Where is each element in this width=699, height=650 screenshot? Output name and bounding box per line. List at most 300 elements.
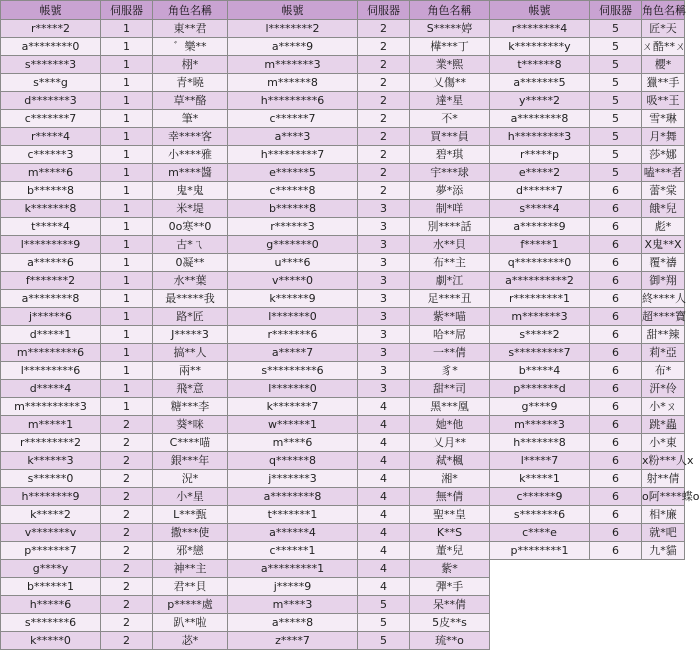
- character-name-cell: 月*舞: [642, 128, 685, 146]
- server-cell: 2: [101, 524, 153, 542]
- character-name-cell: [642, 596, 685, 614]
- server-cell: 1: [101, 326, 153, 344]
- server-cell: [590, 632, 642, 650]
- account-cell: a*******9: [490, 218, 590, 236]
- account-cell: h*********6: [228, 92, 358, 110]
- server-cell: 2: [101, 578, 153, 596]
- table-row: [1, 398, 685, 416]
- account-cell: p*******d: [490, 380, 590, 398]
- table-row: [1, 128, 685, 146]
- character-name-cell: X鬼**X: [642, 236, 685, 254]
- table-row: [1, 434, 685, 452]
- character-name-cell: 琉**o: [410, 632, 490, 650]
- character-name-cell: 神**主: [153, 560, 228, 578]
- character-name-cell: 業*熙: [410, 56, 490, 74]
- account-cell: s*******6: [490, 506, 590, 524]
- character-name-cell: 哈**屌: [410, 326, 490, 344]
- server-cell: 3: [358, 326, 410, 344]
- column-header: 角色名稱: [642, 1, 685, 20]
- server-cell: 6: [590, 380, 642, 398]
- account-cell: g****y: [1, 560, 101, 578]
- account-cell: c******3: [1, 146, 101, 164]
- character-name-cell: 甜**辣: [642, 326, 685, 344]
- account-cell: [490, 614, 590, 632]
- account-cell: s****g: [1, 74, 101, 92]
- server-cell: 1: [101, 182, 153, 200]
- character-name-cell: 相*廉: [642, 506, 685, 524]
- server-cell: 1: [101, 344, 153, 362]
- account-cell: a**********2: [490, 272, 590, 290]
- account-cell: m****6: [228, 434, 358, 452]
- account-cell: r*********2: [1, 434, 101, 452]
- character-name-cell: 彈*手: [410, 578, 490, 596]
- account-cell: v*******v: [1, 524, 101, 542]
- table-row: [1, 488, 685, 506]
- character-name-cell: 乂月**: [410, 434, 490, 452]
- server-cell: 5: [358, 596, 410, 614]
- character-name-cell: 夢*添: [410, 182, 490, 200]
- character-name-cell: 布*: [642, 362, 685, 380]
- character-name-cell: 苾*: [153, 632, 228, 650]
- server-cell: 5: [358, 614, 410, 632]
- account-cell: a*******5: [490, 74, 590, 92]
- server-cell: [590, 596, 642, 614]
- table-row: [1, 578, 685, 596]
- character-name-cell: 水**葉: [153, 272, 228, 290]
- account-cell: h********9: [1, 488, 101, 506]
- server-cell: 6: [590, 254, 642, 272]
- account-cell: k*********y: [490, 38, 590, 56]
- server-cell: 6: [590, 218, 642, 236]
- table-row: [1, 614, 685, 632]
- character-name-cell: 就*吧: [642, 524, 685, 542]
- account-cell: a******4: [228, 524, 358, 542]
- server-cell: 3: [358, 218, 410, 236]
- character-name-cell: 0凝**: [153, 254, 228, 272]
- account-cell: c******9: [490, 488, 590, 506]
- account-cell: v*****0: [228, 272, 358, 290]
- account-cell: r*****p: [490, 146, 590, 164]
- account-cell: c******7: [228, 110, 358, 128]
- character-name-cell: 邪*戀: [153, 542, 228, 560]
- table-row: [1, 200, 685, 218]
- server-cell: 2: [101, 470, 153, 488]
- character-name-cell: 匠*天: [642, 20, 685, 38]
- account-cell: k*****2: [1, 506, 101, 524]
- server-cell: 5: [590, 146, 642, 164]
- character-name-cell: 無*倩: [410, 488, 490, 506]
- character-name-cell: 米*堤: [153, 200, 228, 218]
- account-cell: b******1: [1, 578, 101, 596]
- server-cell: 1: [101, 56, 153, 74]
- account-cell: c******1: [228, 542, 358, 560]
- column-header: 伺服器: [358, 1, 410, 20]
- account-cell: h*********7: [228, 146, 358, 164]
- table-row: [1, 344, 685, 362]
- account-cell: a********8: [228, 488, 358, 506]
- account-cell: m*********6: [1, 344, 101, 362]
- server-cell: 2: [358, 20, 410, 38]
- table-row: [1, 182, 685, 200]
- character-name-cell: 買***員: [410, 128, 490, 146]
- character-name-cell: 布**主: [410, 254, 490, 272]
- account-cell: k*******7: [228, 398, 358, 416]
- account-cell: q*********0: [490, 254, 590, 272]
- account-cell: e******5: [228, 164, 358, 182]
- account-cell: e*****2: [490, 164, 590, 182]
- character-name-cell: 最*****我: [153, 290, 228, 308]
- table-row: [1, 308, 685, 326]
- account-cell: j******6: [1, 308, 101, 326]
- character-name-cell: 達*星: [410, 92, 490, 110]
- server-cell: 2: [101, 434, 153, 452]
- account-cell: l********2: [228, 20, 358, 38]
- server-cell: 6: [590, 542, 642, 560]
- character-name-cell: 0o寒**0: [153, 218, 228, 236]
- character-name-cell: 別****話: [410, 218, 490, 236]
- server-cell: 6: [590, 398, 642, 416]
- account-cell: m******8: [228, 74, 358, 92]
- server-cell: 1: [101, 74, 153, 92]
- character-name-cell: 黑***凰: [410, 398, 490, 416]
- account-cell: g*******0: [228, 236, 358, 254]
- server-cell: 2: [358, 56, 410, 74]
- account-cell: r*********1: [490, 290, 590, 308]
- column-header: 帳號: [228, 1, 358, 20]
- character-name-cell: [642, 632, 685, 650]
- server-cell: [590, 614, 642, 632]
- table-row: [1, 362, 685, 380]
- server-cell: 5: [590, 110, 642, 128]
- character-name-cell: 撒***使: [153, 524, 228, 542]
- table-row: [1, 560, 685, 578]
- table-row: [1, 524, 685, 542]
- character-name-cell: 小*ㄡ: [642, 398, 685, 416]
- table-row: [1, 416, 685, 434]
- table-row: [1, 254, 685, 272]
- server-cell: 4: [358, 560, 410, 578]
- server-cell: 1: [101, 308, 153, 326]
- server-cell: 5: [590, 164, 642, 182]
- account-cell: h*******8: [490, 434, 590, 452]
- account-cell: k*****1: [490, 470, 590, 488]
- character-name-cell: 射**倩: [642, 470, 685, 488]
- account-cell: d*******3: [1, 92, 101, 110]
- account-cell: k*******8: [1, 200, 101, 218]
- account-cell: l*******0: [228, 308, 358, 326]
- server-cell: 1: [101, 92, 153, 110]
- character-name-cell: m****醬: [153, 164, 228, 182]
- account-cell: m******3: [490, 416, 590, 434]
- character-name-cell: 鬼*鬼: [153, 182, 228, 200]
- character-name-cell: 超****寶: [642, 308, 685, 326]
- server-cell: 1: [101, 20, 153, 38]
- column-header: 伺服器: [101, 1, 153, 20]
- server-cell: 6: [590, 506, 642, 524]
- server-cell: 1: [101, 146, 153, 164]
- account-cell: [490, 596, 590, 614]
- account-cell: s*****2: [490, 326, 590, 344]
- character-name-cell: [642, 578, 685, 596]
- character-name-cell: [642, 614, 685, 632]
- character-name-cell: 一**倩: [410, 344, 490, 362]
- character-name-cell: 碧*琪: [410, 146, 490, 164]
- server-cell: 1: [101, 200, 153, 218]
- server-cell: 4: [358, 524, 410, 542]
- character-name-cell: 跳*蟲: [642, 416, 685, 434]
- character-name-cell: L***甄: [153, 506, 228, 524]
- account-cell: y*****2: [490, 92, 590, 110]
- account-cell: r********4: [490, 20, 590, 38]
- server-cell: 6: [590, 272, 642, 290]
- character-name-cell: 路*匠: [153, 308, 228, 326]
- server-cell: 3: [358, 290, 410, 308]
- account-cell: w******1: [228, 416, 358, 434]
- account-cell: c****e: [490, 524, 590, 542]
- account-cell: b******8: [1, 182, 101, 200]
- account-cell: [490, 560, 590, 578]
- account-cell: k*****0: [1, 632, 101, 650]
- character-name-cell: 草**酪: [153, 92, 228, 110]
- server-cell: 6: [590, 488, 642, 506]
- server-cell: [590, 560, 642, 578]
- table-row: [1, 110, 685, 128]
- account-cell: a********8: [1, 290, 101, 308]
- server-cell: 6: [590, 344, 642, 362]
- server-cell: 1: [101, 128, 153, 146]
- server-cell: 2: [101, 614, 153, 632]
- server-cell: 3: [358, 362, 410, 380]
- server-cell: 2: [358, 128, 410, 146]
- character-name-cell: 樺***丁: [410, 38, 490, 56]
- character-name-cell: 足****丑: [410, 290, 490, 308]
- character-name-cell: 董*兒: [410, 542, 490, 560]
- account-cell: m*****1: [1, 416, 101, 434]
- account-cell: j*****9: [228, 578, 358, 596]
- server-cell: 6: [590, 326, 642, 344]
- table-row: [1, 56, 685, 74]
- server-cell: 4: [358, 398, 410, 416]
- table-row: [1, 38, 685, 56]
- server-cell: 4: [358, 434, 410, 452]
- server-cell: 1: [101, 254, 153, 272]
- server-cell: 2: [101, 542, 153, 560]
- account-cell: t*****4: [1, 218, 101, 236]
- server-cell: 1: [101, 164, 153, 182]
- server-cell: 2: [358, 110, 410, 128]
- table-row: [1, 92, 685, 110]
- account-cell: c*******7: [1, 110, 101, 128]
- character-name-cell: 終****人: [642, 290, 685, 308]
- account-cell: p********1: [490, 542, 590, 560]
- account-cell: m**********3: [1, 398, 101, 416]
- account-cell: b*****4: [490, 362, 590, 380]
- server-cell: 4: [358, 470, 410, 488]
- server-cell: 3: [358, 254, 410, 272]
- character-name-cell: 乂傷**: [410, 74, 490, 92]
- server-cell: 5: [590, 92, 642, 110]
- character-name-cell: 劇*江: [410, 272, 490, 290]
- server-cell: 2: [358, 164, 410, 182]
- account-cell: c******8: [228, 182, 358, 200]
- account-cell: a*****7: [228, 344, 358, 362]
- server-cell: 2: [358, 182, 410, 200]
- table-row: [1, 272, 685, 290]
- server-cell: 1: [101, 38, 153, 56]
- server-cell: 4: [358, 488, 410, 506]
- server-cell: 1: [101, 110, 153, 128]
- account-cell: r******3: [228, 218, 358, 236]
- account-cell: [490, 632, 590, 650]
- account-cell: a*****8: [228, 614, 358, 632]
- character-name-cell: 覆*禱: [642, 254, 685, 272]
- table-row: [1, 470, 685, 488]
- character-name-cell: 弒*楓: [410, 452, 490, 470]
- server-cell: 2: [101, 452, 153, 470]
- server-cell: [590, 578, 642, 596]
- account-cell: t******8: [490, 56, 590, 74]
- character-name-cell: 古*ㄟ: [153, 236, 228, 254]
- server-cell: 3: [358, 272, 410, 290]
- server-cell: 6: [590, 524, 642, 542]
- server-cell: 3: [358, 200, 410, 218]
- account-cell: s******0: [1, 470, 101, 488]
- character-name-cell: C****喵: [153, 434, 228, 452]
- server-cell: 5: [590, 56, 642, 74]
- table-row: [1, 596, 685, 614]
- character-name-cell: 青*曉: [153, 74, 228, 92]
- character-name-cell: 趴**啦: [153, 614, 228, 632]
- character-name-cell: 小****雅: [153, 146, 228, 164]
- account-cell: h*****6: [1, 596, 101, 614]
- table-row: [1, 290, 685, 308]
- table-row: [1, 74, 685, 92]
- account-cell: a****3: [228, 128, 358, 146]
- table-row: [1, 218, 685, 236]
- account-cell: a********0: [1, 38, 101, 56]
- account-cell: s*******6: [1, 614, 101, 632]
- account-cell: l*****7: [490, 452, 590, 470]
- account-cell: s*********7: [490, 344, 590, 362]
- table-row: [1, 164, 685, 182]
- character-name-cell: 獵**手: [642, 74, 685, 92]
- character-name-cell: 櫻*: [642, 56, 685, 74]
- character-name-cell: 栩*: [153, 56, 228, 74]
- account-cell: b******8: [228, 200, 358, 218]
- character-name-cell: 嗑***者: [642, 164, 685, 182]
- server-cell: 2: [101, 560, 153, 578]
- character-name-cell: 九*貓: [642, 542, 685, 560]
- server-cell: 2: [358, 92, 410, 110]
- character-name-cell: 她*他: [410, 416, 490, 434]
- account-cell: q******8: [228, 452, 358, 470]
- character-name-cell: 筆*: [153, 110, 228, 128]
- column-header: 角色名稱: [410, 1, 490, 20]
- table-row: [1, 380, 685, 398]
- table-row: [1, 542, 685, 560]
- account-cell: r*******6: [228, 326, 358, 344]
- character-name-cell: 莎*娜: [642, 146, 685, 164]
- character-name-cell: 吸**王: [642, 92, 685, 110]
- server-cell: 1: [101, 380, 153, 398]
- table-row: [1, 506, 685, 524]
- character-name-cell: 汧*伶: [642, 380, 685, 398]
- server-cell: 6: [590, 470, 642, 488]
- account-cell: j*******3: [228, 470, 358, 488]
- character-name-cell: 莉*亞: [642, 344, 685, 362]
- account-cell: d*****1: [1, 326, 101, 344]
- character-name-cell: 雪*琳: [642, 110, 685, 128]
- server-cell: 2: [358, 74, 410, 92]
- server-cell: 3: [358, 236, 410, 254]
- character-name-cell: 制*咩: [410, 200, 490, 218]
- account-cell: r*****4: [1, 128, 101, 146]
- table-row: [1, 632, 685, 650]
- server-cell: 6: [590, 434, 642, 452]
- character-name-cell: 銀***年: [153, 452, 228, 470]
- server-cell: 2: [101, 632, 153, 650]
- server-cell: 2: [101, 506, 153, 524]
- account-cell: m****3: [228, 596, 358, 614]
- server-cell: 6: [590, 182, 642, 200]
- character-name-cell: J*****3: [153, 326, 228, 344]
- character-name-cell: 飛*意: [153, 380, 228, 398]
- character-name-cell: 御*翔: [642, 272, 685, 290]
- server-cell: 4: [358, 506, 410, 524]
- server-cell: 4: [358, 578, 410, 596]
- account-cell: k******9: [228, 290, 358, 308]
- character-name-cell: 甜**司: [410, 380, 490, 398]
- server-cell: 6: [590, 308, 642, 326]
- character-name-cell: 紫**喵: [410, 308, 490, 326]
- server-cell: 4: [358, 416, 410, 434]
- server-cell: 2: [101, 596, 153, 614]
- account-cell: k******3: [1, 452, 101, 470]
- server-cell: 6: [590, 362, 642, 380]
- server-cell: 5: [590, 128, 642, 146]
- account-cell: s*********6: [228, 362, 358, 380]
- character-name-cell: ㄨ酷**ㄨ: [642, 38, 685, 56]
- character-name-cell: 5皮**s: [410, 614, 490, 632]
- account-cell: p*******7: [1, 542, 101, 560]
- account-cell: h*********3: [490, 128, 590, 146]
- character-name-cell: 東**君: [153, 20, 228, 38]
- table-row: [1, 452, 685, 470]
- account-cell: f*****1: [490, 236, 590, 254]
- character-name-cell: 糖***李: [153, 398, 228, 416]
- character-name-cell: S*****婷: [410, 20, 490, 38]
- server-cell: 6: [590, 236, 642, 254]
- character-name-cell: 不*: [410, 110, 490, 128]
- account-cell: r*****2: [1, 20, 101, 38]
- server-cell: 1: [101, 236, 153, 254]
- character-name-cell: 聖**皇: [410, 506, 490, 524]
- character-name-cell: 葵*咪: [153, 416, 228, 434]
- account-cell: a*****9: [228, 38, 358, 56]
- table-row: [1, 146, 685, 164]
- account-cell: t*******1: [228, 506, 358, 524]
- table-row: [1, 236, 685, 254]
- character-name-cell: p*****處: [153, 596, 228, 614]
- character-name-cell: 兩**: [153, 362, 228, 380]
- character-name-cell: 水**貝: [410, 236, 490, 254]
- character-name-cell: 小*星: [153, 488, 228, 506]
- server-cell: 2: [358, 146, 410, 164]
- account-cell: [490, 578, 590, 596]
- character-name-cell: 豸*: [410, 362, 490, 380]
- account-cell: m*******3: [228, 56, 358, 74]
- server-cell: 1: [101, 398, 153, 416]
